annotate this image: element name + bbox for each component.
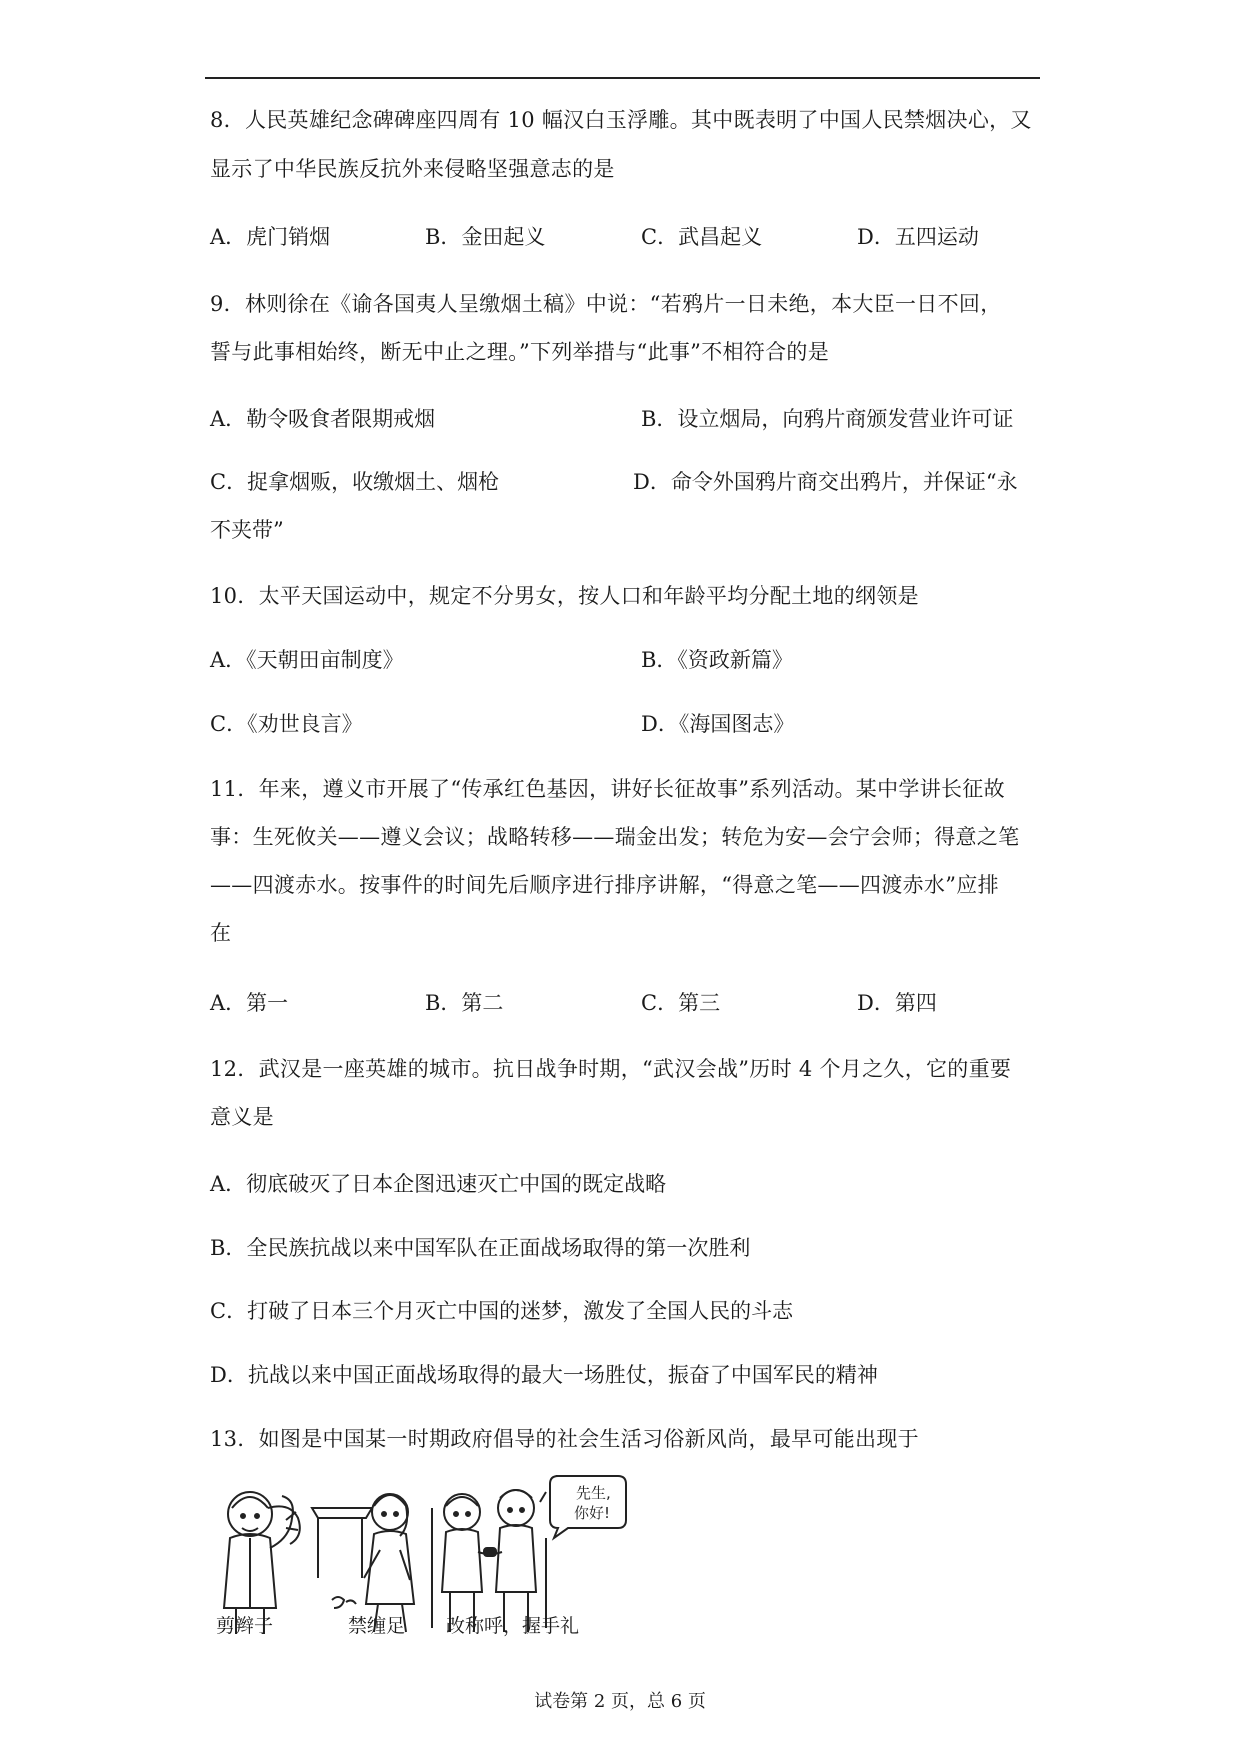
q9-option-b: B．设立烟局，向鸦片商颁发营业许可证 [641,407,1014,431]
q11-option-c: C．第三 [641,991,721,1015]
q8-option-b: B．金田起义 [425,225,546,249]
speech-bubble-line1: 先生, [576,1484,611,1502]
q8-stem-line1: 8．人民英雄纪念碑碑座四周有 10 幅汉白玉浮雕。其中既表明了中国人民禁烟决心，又 [210,108,1032,132]
q9-stem-line1: 9．林则徐在《谕各国夷人呈缴烟土稿》中说：“若鸦片一日未绝，本大臣一日不回， [210,292,1002,316]
caption-ban-footbinding: 禁缠足 [348,1615,406,1637]
queue-cutting-figure [224,1492,300,1634]
q9-option-d-cont: 不夹带” [210,518,284,542]
q8-option-d: D．五四运动 [857,225,979,249]
q9-stem-line2: 誓与此事相始终，断无中止之理。”下列举措与“此事”不相符合的是 [210,340,830,364]
q9-option-d: D．命令外国鸦片商交出鸦片，并保证“永 [633,470,1018,494]
q8-option-c: C．武昌起义 [641,225,763,249]
page-footer: 试卷第 2 页，总 6 页 [534,1691,706,1712]
q12-option-c: C．打破了日本三个月灭亡中国的迷梦，激发了全国人民的斗志 [210,1299,794,1323]
foot-binding-ban-figure [312,1494,414,1632]
q9-option-a: A．勒令吸食者限期戒烟 [210,407,436,431]
q10-option-b: B．《资政新篇》 [641,648,793,672]
q12-stem-line1: 12．武汉是一座英雄的城市。抗日战争时期，“武汉会战”历时 4 个月之久，它的重要 [210,1057,1012,1081]
q11-option-d: D．第四 [857,991,937,1015]
q11-stem-line1: 11．年来，遵义市开展了“传承红色基因，讲好长征故事”系列活动。某中学讲长征故 [210,777,1005,801]
q13-stem-line1: 13．如图是中国某一时期政府倡导的社会生活习俗新风尚，最早可能出现于 [210,1427,919,1451]
caption-cut-queue: 剪辫子 [216,1615,274,1637]
header-rule [205,77,1040,79]
q10-option-d: D．《海国图志》 [641,712,795,736]
q12-option-a: A．彻底破灭了日本企图迅速灭亡中国的既定战略 [210,1172,667,1196]
q8-stem-line2: 显示了中华民族反抗外来侵略坚强意志的是 [210,157,615,181]
q9-option-c: C．捉拿烟贩，收缴烟土、烟枪 [210,470,500,494]
q12-stem-line2: 意义是 [210,1105,274,1129]
q10-option-a: A．《天朝田亩制度》 [210,648,404,672]
q10-stem-line1: 10．太平天国运动中，规定不分男女，按人口和年龄平均分配土地的纲领是 [210,584,919,608]
q11-stem-line3: ——四渡赤水。按事件的时间先后顺序进行排序讲解，“得意之笔——四渡赤水”应排 [210,873,999,897]
q11-option-a: A．第一 [210,991,289,1015]
caption-address-handshake: 改称呼，握手礼 [446,1615,580,1637]
q11-stem-line2: 事：生死攸关——遵义会议；战略转移——瑞金出发；转危为安—会宁会师；得意之笔 [210,825,1020,849]
q11-option-b: B．第二 [425,991,504,1015]
speech-bubble-line2: 你好! [574,1504,611,1522]
q8-option-a: A．虎门销烟 [210,225,331,249]
q12-option-b: B．全民族抗战以来中国军队在正面战场取得的第一次胜利 [210,1236,751,1260]
q12-option-d: D．抗战以来中国正面战场取得的最大一场胜仗，振奋了中国军民的精神 [210,1363,878,1387]
q11-stem-line4: 在 [210,921,232,945]
q10-option-c: C．《劝世良言》 [210,712,363,736]
